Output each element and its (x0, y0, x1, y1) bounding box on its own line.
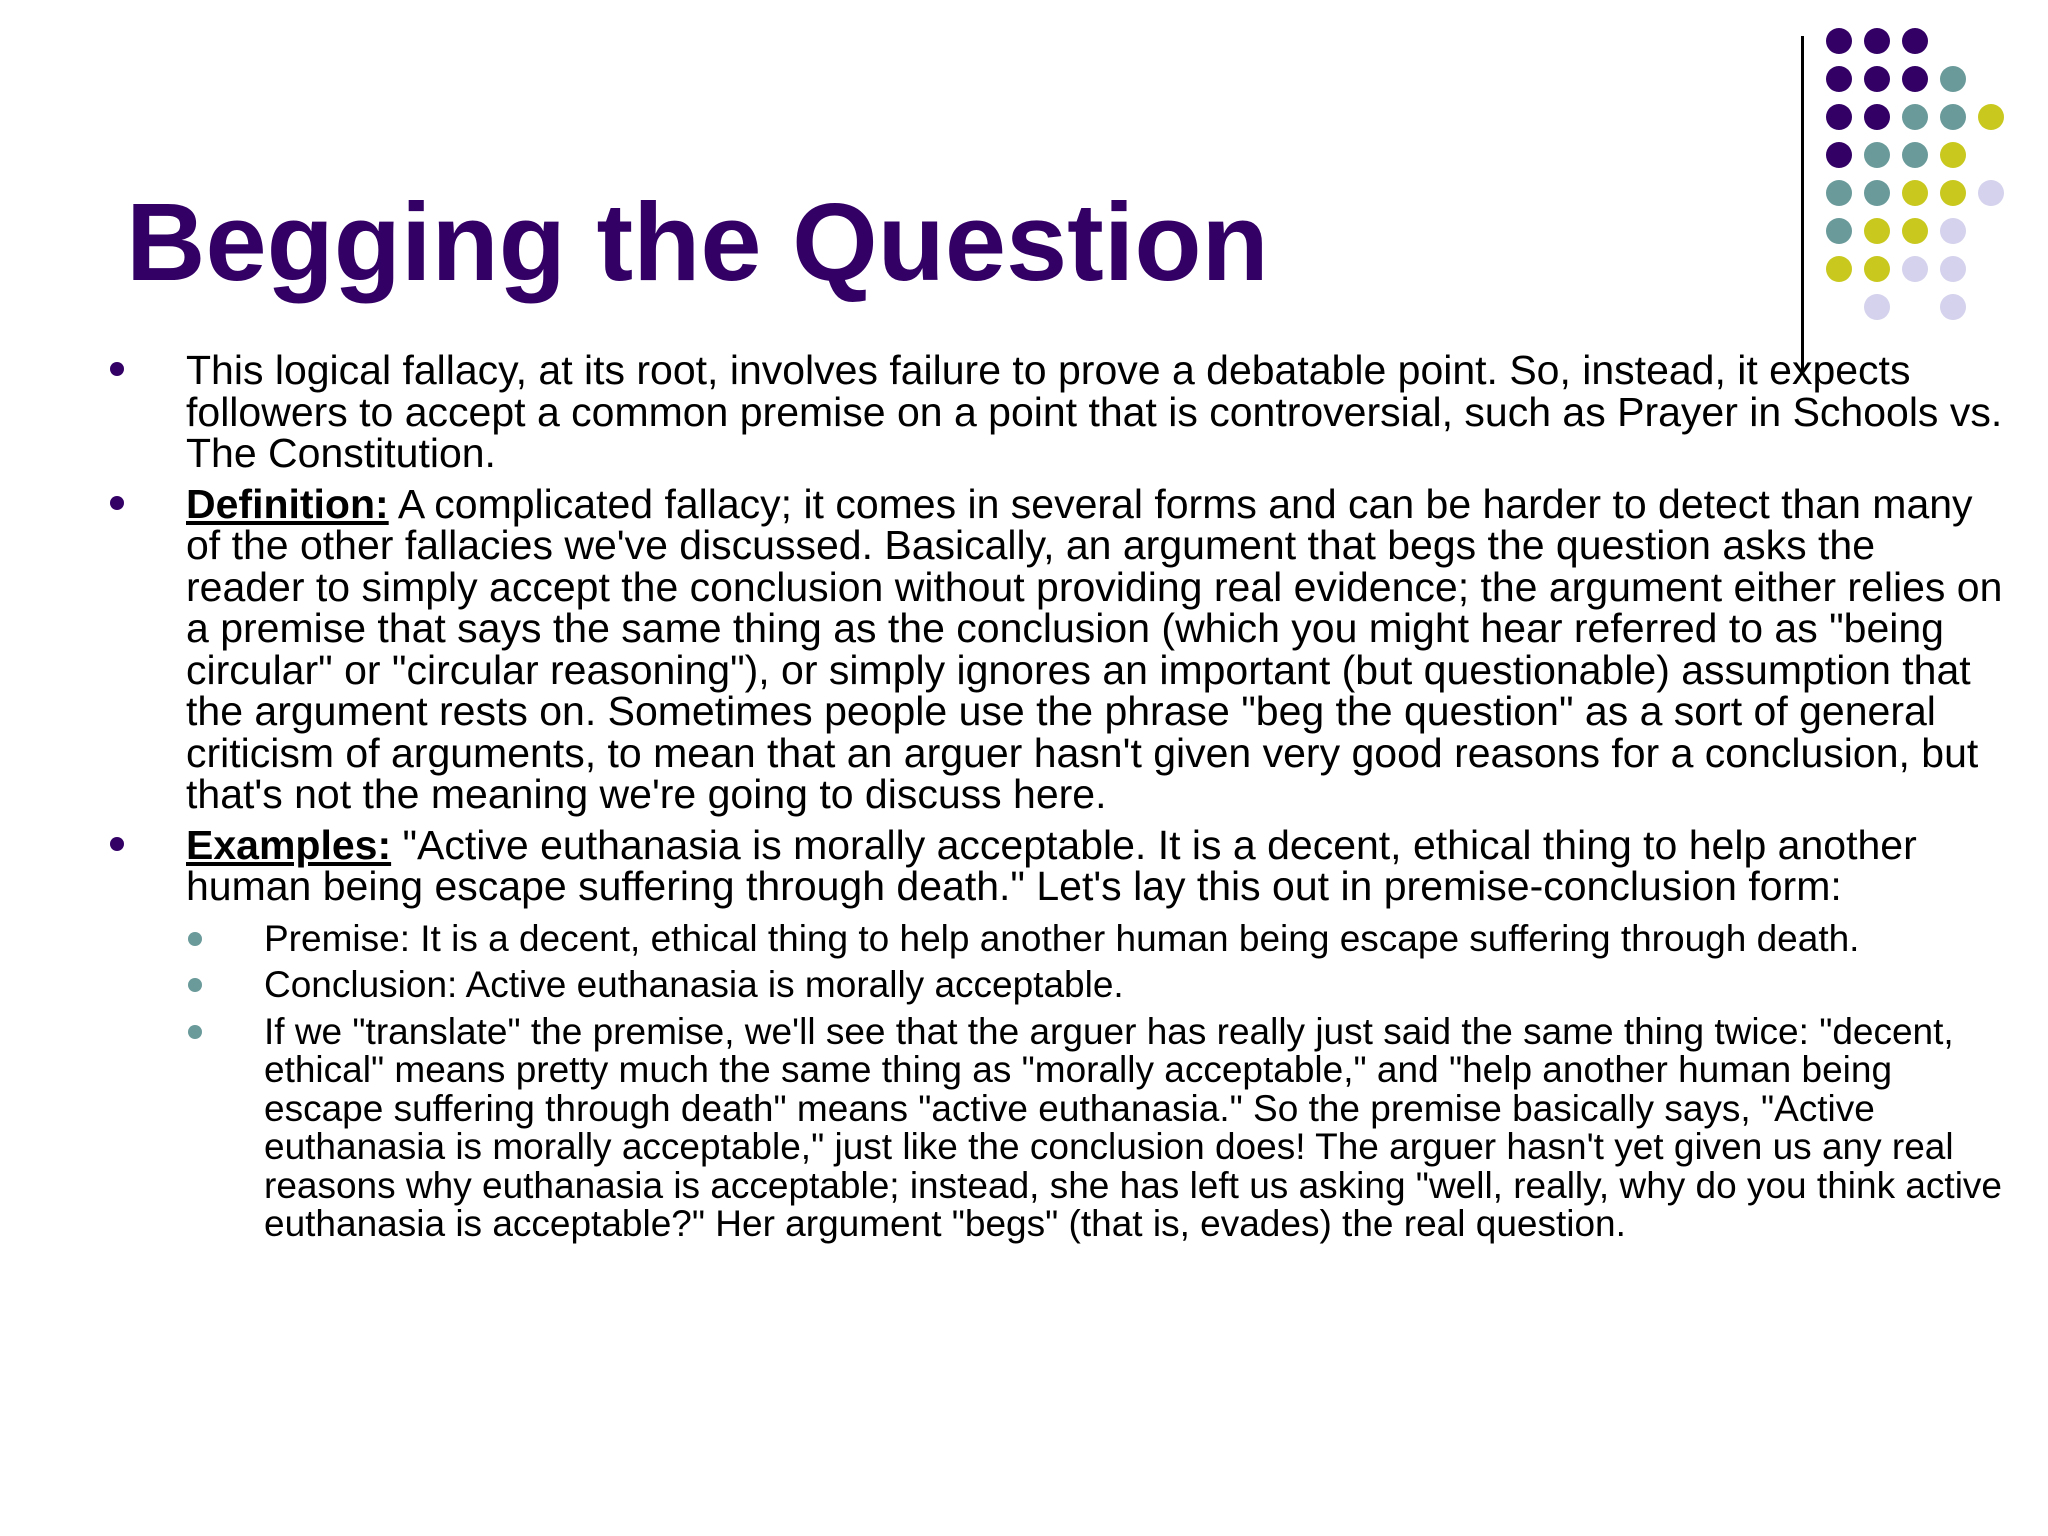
bullet-text: "Active euthanasia is morally acceptable. It is a decent, ethical thing to help another human being escape suffering through death." Let's lay this out in premise-conclusion form: (186, 821, 1917, 909)
bullet-text: This logical fallacy, at its root, involves failure to prove a debatable point. So, instead, it expects followers to accept a common premise on a point that is controversial, such as Prayer in Schools vs. The Constitution. (186, 347, 2003, 476)
subbullet-text: If we "translate" the premise, we'll see that the arguer has really just said the same thing twice: "decent, ethical" means pretty much the same thing as "morally acceptable," and "help another human being escape suffering through death" means "active euthanasia." So the premise basically says, "Active euthanasia is morally acceptable," just like the conclusion does! The arguer hasn't yet given us any real reasons why euthanasia is acceptable; instead, she has left us asking "well, really, why do you think active euthanasia is acceptable?" Her argument "begs" (that is, evades) the real question. (264, 1010, 2003, 1244)
decorative-dot (1902, 104, 1928, 130)
bullet-examples (104, 821, 2004, 909)
decorative-dot (1902, 218, 1928, 244)
decorative-dot (1902, 66, 1928, 92)
bullet-text: A complicated fallacy; it comes in several forms and can be harder to detect than many of the other fallacies we've discussed. Basically, an argument that begs the question asks the reader to simply accept the conclusion without providing real evidence; the argument either relies on a premise that says the same thing as the conclusion (which you might hear referred to as "being circular" or "circular reasoning"), or simply ignores an important (but questionable) assumption that the argument rests on. Sometimes people use the phrase "beg the question" as a sort of general criticism of arguments, to mean that an arguer hasn't given very good reasons for a conclusion, but that's not the meaning we're going to discuss here. (186, 480, 2003, 817)
decorative-dot (1826, 256, 1852, 282)
decorative-dot (1864, 256, 1890, 282)
decorative-dot (1826, 104, 1852, 130)
decorative-dot (1864, 218, 1890, 244)
subbullet-dot (188, 1025, 202, 1039)
slide-title: Begging the Question (126, 181, 1269, 304)
decorative-dot (1902, 142, 1928, 168)
decorative-dot-grid (1826, 28, 2046, 348)
subbullet-dot (188, 932, 202, 946)
subbullet-translation (104, 1010, 2004, 1244)
decorative-dot (1864, 104, 1890, 130)
decorative-dot (1864, 180, 1890, 206)
decorative-dot (1864, 28, 1890, 54)
bullet-label-examples: Examples: (186, 821, 392, 868)
subbullet-premise (104, 917, 2004, 959)
decorative-dot (1978, 104, 2004, 130)
bullet-fallacy-intro (104, 347, 2004, 476)
decorative-dot (1902, 28, 1928, 54)
decorative-dot (1940, 218, 1966, 244)
decorative-dot (1826, 28, 1852, 54)
decorative-dot (1940, 294, 1966, 320)
decorative-dot (1826, 180, 1852, 206)
decorative-dot (1902, 180, 1928, 206)
bullet-dot (110, 362, 124, 376)
example-subbullets (104, 917, 2004, 1244)
decorative-dot (1940, 66, 1966, 92)
subbullet-dot (188, 978, 202, 992)
decorative-dot (1864, 294, 1890, 320)
decorative-dot (1940, 104, 1966, 130)
decorative-dot (1940, 142, 1966, 168)
decorative-dot (1864, 66, 1890, 92)
decorative-dot (1940, 256, 1966, 282)
bullet-label-definition: Definition: (186, 480, 389, 527)
slide-body (104, 347, 2004, 1252)
decorative-dot (1940, 180, 1966, 206)
decorative-dot (1826, 142, 1852, 168)
decorative-dot (1826, 66, 1852, 92)
divider-line (1801, 36, 1804, 372)
decorative-dot (1978, 180, 2004, 206)
subbullet-conclusion (104, 966, 2004, 1005)
bullet-definition (104, 480, 2004, 817)
subbullet-text: Premise: It is a decent, ethical thing to help another human being escape suffering through death. (264, 917, 1860, 959)
bullet-dot (110, 837, 124, 851)
decorative-dot (1826, 218, 1852, 244)
bullet-dot (110, 496, 124, 510)
decorative-dot (1902, 256, 1928, 282)
decorative-dot (1864, 142, 1890, 168)
subbullet-text: Conclusion: Active euthanasia is morally acceptable. (264, 964, 1124, 1005)
